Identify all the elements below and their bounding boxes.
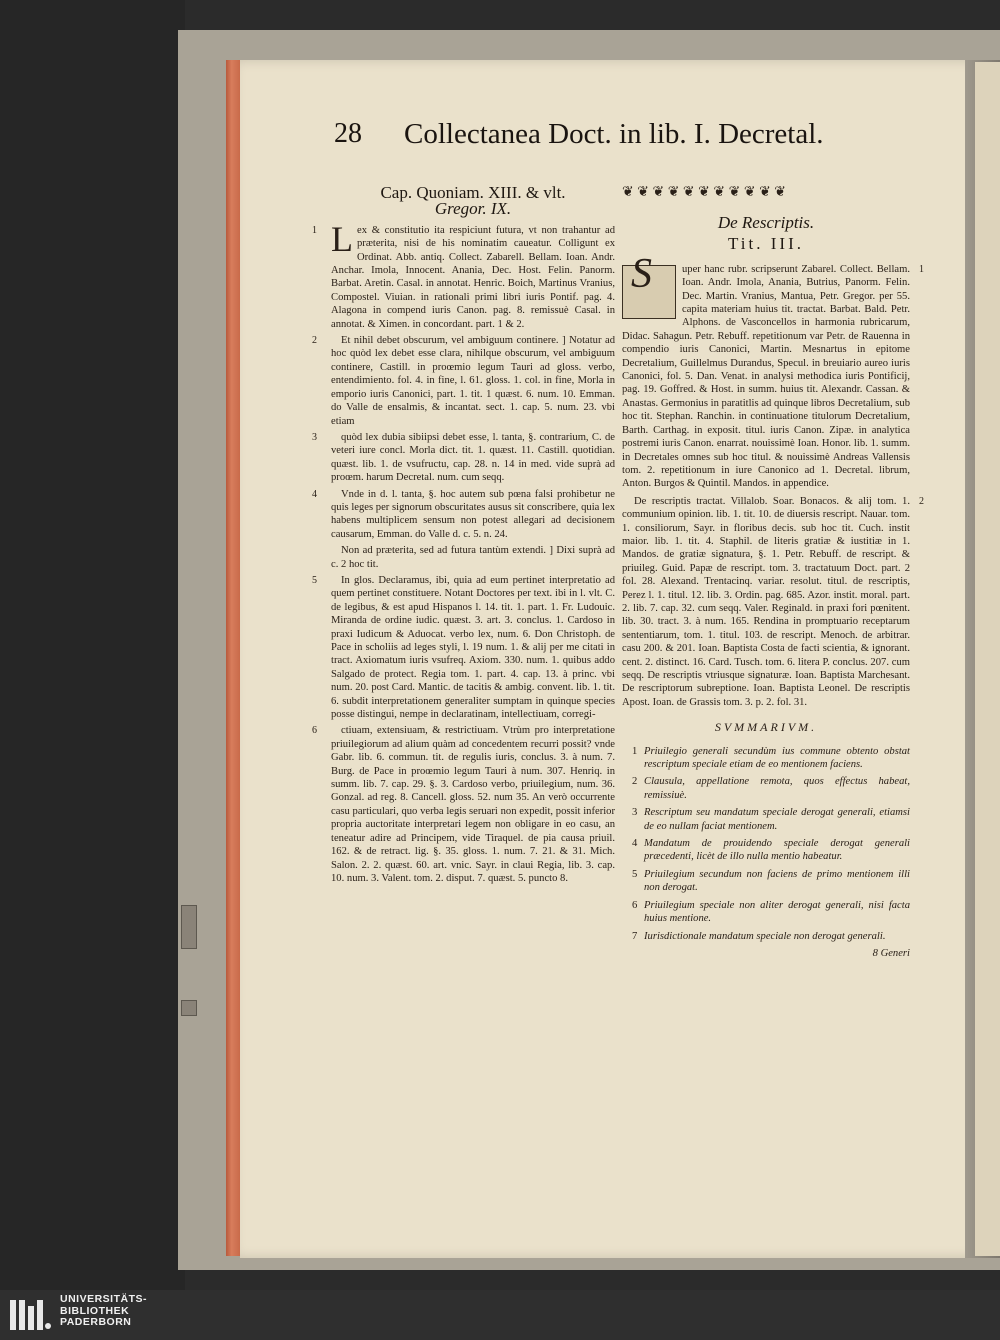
intro-paragraph: [622, 250, 924, 491]
title-number: Tit. III.: [728, 234, 804, 254]
paragraph-text: De rescriptis tractat. Villalob. Soar. Bonacos. & alij tom. 1. communium opinion. lib. 1. tit. 10. de diuersis rescript. Nauar. tom. 1. consiliorum, Sayr. in floribus decis. sub hoc tit. Cuch. instit maior. lib. 1. tit. 4. Staphil. de literis gratiæ & iustitiæ in 1. Mandos. de gratiæ signatura, §. 1. Petr. Rebuff. de rescript. & priuileg. Guid. Papæ de rescript. tom. 3. tractatuum Doct. part. 2 fol. 28. Alexand. Trentacinq. variar. resolut. titul. de rescriptis, Perez l. 1. titul. 12. lib. 3. Ordin. pag. 685. Azor. instit. moral. part. 2. lib. 7. cap. 32. cum seqq. Valer. Reginald. in praxi fori pœnitent. lib. 30. tract. 3. à num. 165. Rendina in promptuario receptarum sententiarum, tom. 1. titul. 103. de rescript. Menoch. de arbitrar. casu 200. & 201. Ioan. Baptista Costa de facti scientia, & ignorant. cent. 2. distinct. 16. Card. Tusch. tom. 6. litera P. conclus. 207. cum seqq. De rescriptis vtriusque signaturæ. Ioan. Baptista Marchesant. De rescriptorum subreptione. Ioan. Baptista Leonel. De rescriptis Apost. Ioan. de Grassis tom. 3. p. 2. fol. 31.: [622, 495, 910, 708]
paragraph-2: [622, 495, 924, 710]
paragraph-text: Et nihil debet obscurum, vel ambiguum continere. ] Notatur ad hoc quòd lex debet esse clara, nihilque obscurum, vel ambiguum continere, Castill. in proœmio legum Tauri ad gloss. verbo, entendimiento. fol. 4. in fine, l. 61. gloss. 1. col. in fine, Morla in emporio iuris Canonici, part. 1. tit. 1 quæst. 6. num. 10. Emman. do Valle de ensalmis, & incantat. sect. 1. cap. 5. num. 23. vbi etiam: [331, 335, 615, 427]
summary-heading: SVMMARIVM.: [714, 720, 818, 735]
summary-number: 5: [632, 868, 638, 880]
paragraph: [312, 218, 615, 331]
title-heading: De Rescriptis.: [717, 213, 815, 232]
left-column: [312, 183, 615, 888]
facing-page-edge: [975, 62, 1000, 1256]
summary-item: [622, 806, 910, 833]
marginal-number: 5: [312, 574, 317, 586]
binding-clasp: [181, 905, 197, 949]
paragraph: [331, 544, 615, 571]
summary-number: 3: [632, 807, 638, 819]
summary-number: 6: [632, 899, 638, 911]
marginal-number: 6: [312, 725, 317, 737]
summary-item: [622, 775, 910, 802]
marginal-number: 1: [919, 263, 924, 275]
background: [0, 0, 185, 1290]
summary-number: 7: [632, 930, 638, 942]
summary-item: [622, 745, 910, 772]
paragraph-text: In glos. Declaramus, ibi, quia ad eum pertinet interpretatio ad quem pertinet constituere. Notant Doctores per text. ibi in l. vlt. C. de legibus, & est apud Hispanos l. 14. tit. 1. part. 1. Fr. Ludouic. Miranda de ordine iudic. quæst. 3. art. 3. conclus. 1. Cardoso in praxi Iudicum & Aduocat. verbo lex, num. 6. Don Christoph. de Pace in scholiis ad leges styli, l. 19 num. 1. & alij per me citati in tract. Axiomatum iuris vsufreq. Axiom. 330. num. 1. quibus addo Salgado de protect. Regia tom. 1. part. 4. cap. 13. à princ. vbi num. 20. post Card. Mantic. de tacitis & ambig. convent. lib. 1. tit. 6. subdit interpretationem generaliter sumptam in quinque species posse distingui, nempe in declaratinam, intellectiuam, corregi-: [331, 574, 615, 721]
ornament-band: ❦ ❦ ❦ ❦ ❦ ❦ ❦ ❦ ❦ ❦ ❦: [622, 186, 787, 200]
summary-item: [622, 868, 910, 895]
summary-item: [622, 837, 910, 864]
paragraph-text: quòd lex dubia sibiipsi debet esse, l. tanta, §. contrarium, C. de veteri iure concl. Morla dict. tit. 1. quæst. 11. Castill. quotidian. quæst. lib. 1. de vsufructu, cap. 28. n. 14 in med. vide suprà ad proœm. harum Decretal. num. cum seqq.: [331, 431, 615, 484]
marginal-number: 2: [919, 495, 924, 507]
paragraph: [312, 574, 615, 721]
page-edges: [226, 60, 240, 1256]
intro-text: uper hanc rubr. scripserunt Zabarel. Collect. Bellam. Ioan. Andr. Imola, Anania, Butrius, Panorm. Felin. Dec. Martin. Vranius, Mantua, Petr. Gregor. per 55. capita materiam huius tit. tractat. Barbat. Bald. Petr. Alphons. de Vasconcellos in harmonia rubricarum, Didac. Sahagun. Petr. Rebuff. repetitionum var Petr. de Rauenna in compendio iuris Canonici, Martin. Mesnartus in epitome Decretalium, Guillelmus Durandus, Specul. in breuiario aureo iuris Canonici, fol. 5. Dan. Venat. in analysi methodica iuris Pontificij, pag. 19. Goffred. & Host. in summ. huius tit. Alexandr. Cassan. & Anastas. Germonius in paratitlis ad quinque libros Decretalium, sub hoc tit. Stephan. Ranchin. in continuatione titulorum Decretalium, Barth. Carthag. in exposit. titul. iuris Canon. Zipæ. in analytica postremi iuris Canon. enarrat. nouissimè Ioan. Honor. lib. 1. summ. in Decretales omnes sub hoc titul. & nouissimè Andreas Vallensis tom. 2. repetitionum in iure Canonico ad 1. Decretal. librum, Anton. Burgos & Quintil. Mandos. in appendice.: [622, 263, 910, 490]
library-logo-icon: [8, 1298, 52, 1332]
paragraph: [312, 334, 615, 428]
marginal-number: 1: [312, 224, 317, 236]
summary-item: [622, 930, 910, 943]
summary-text: Priuilegium secundum non faciens de primo mentionem illi non derogat.: [644, 868, 910, 894]
summary-number: 4: [632, 838, 638, 850]
binding-clasp: [181, 1000, 197, 1016]
paragraph: [312, 488, 615, 542]
paragraph-text: Vnde in d. l. tanta, §. hoc autem sub pœna falsi prohibetur ne quis leges per signorum obscuritates ausus sit conscribere, quia lex habens multiplicem sensum non potest allegari ad decisionem causarum, Emman. do Valle d. c. 5. n. 24.: [331, 488, 615, 540]
summary-text: Priuilegio generali secundùm ius commune obtento obstat rescriptum speciale etiam de eo mentionem faciens.: [644, 745, 910, 771]
summary-text: Mandatum de prouidendo speciale derogat generali præcedenti, licèt de illo nulla mentio habeatur.: [644, 838, 910, 863]
marginal-number: 2: [312, 335, 317, 347]
catchword: 8 Generi: [872, 947, 910, 959]
summary-item: [622, 899, 910, 926]
library-footer: [0, 1290, 1000, 1340]
running-title: Collectanea Doct. in lib. I. Decretal.: [404, 118, 824, 150]
summary-text: Clausula, appellatione remota, quos effectus habeat, remissiuè.: [644, 776, 910, 801]
paragraph: [312, 724, 615, 885]
paragraph: [312, 431, 615, 485]
library-name: UNIVERSITÄTS- BIBLIOTHEK PADERBORN: [60, 1293, 148, 1328]
decorated-initial: S: [622, 265, 676, 319]
running-head: [334, 118, 834, 158]
marginal-number: 3: [312, 431, 317, 443]
paragraph-text: ex & constitutio ita respiciunt futura, vt non trahantur ad præterita, nisi de his nominatim caueatur. Colligunt ex Ordinat. Abb. antiq. Collect. Zabarell. Bellam. Ioan. Andr. Anchar. Imola, Innocent. Anania, Dec. Host. Felin. Panorm. Barbat. Aretin. Casal. in annotat. Henric. Boich, Martinus Vranius, Compostel. Viuian. in rationali primi libri iuris Pontif. pag. 4. Alagona in compend iuris Canon. pag. 8. remissuè Casal. in annotat. & Ximen. in concordant. part. 1 & 2.: [331, 224, 615, 330]
paragraph-text: ctiuam, extensiuam, & restrictiuam. Vtrùm pro interpretatione priuilegiorum ad alium quàm ad concedentem recurri possit? vnde Gabr. lib. 6. commun. tit. de regulis iuris, conclus. 3. à num. 7. Burg. de Pace in proœmio legum Tauri à num. 307. Henriq. in summ. lib. 7. cap. 29. §. 3. Cardoso verbo, priuilegium, num. 36. Gonzal. ad reg. 8. Cancell. gloss. 52. num 35. An verò occurrente casu particulari, quo verba legis seruari non expedit, possit inferior propria auctoritate interpretari legem non obligare in eo casu, an teneatur adire ad Principem, vide Tiraquel. de pia causa priuil. 162. & de retract. lig. §. 35. gloss. 1. num. 7. 21. & 31. Mich. Salon. 2. 2. quæst. 60. art. vnic. Sayr. in claui Regia, lib. 3. cap. 10. num. 3. Valent. tom. 2. disput. 7. quæst. 5. puncto 8.: [331, 725, 615, 884]
paragraph-text: Non ad præterita, sed ad futura tantùm extendi. ] Dixi suprà ad c. 2 hoc tit.: [331, 545, 615, 570]
chapter-subheading: Gregor. IX.: [434, 199, 512, 219]
marginal-number: 4: [312, 488, 317, 500]
right-column: [622, 186, 924, 960]
chapter-heading: Cap. Quoniam. XIII. & vlt.: [380, 183, 566, 202]
summary-text: Priuilegium speciale non aliter derogat generali, nisi facta huius mentione.: [644, 899, 910, 925]
summary-text: Iurisdictionale mandatum speciale non derogat generali.: [644, 930, 886, 942]
summary-list: [622, 745, 910, 943]
summary-number: 1: [632, 745, 638, 757]
page-number: 28: [334, 118, 362, 149]
summary-text: Rescriptum seu mandatum speciale derogat generali, etiamsi de eo nullam faciat mentionem.: [644, 807, 910, 832]
summary-number: 2: [632, 776, 638, 788]
initial-letter: L: [331, 218, 353, 259]
